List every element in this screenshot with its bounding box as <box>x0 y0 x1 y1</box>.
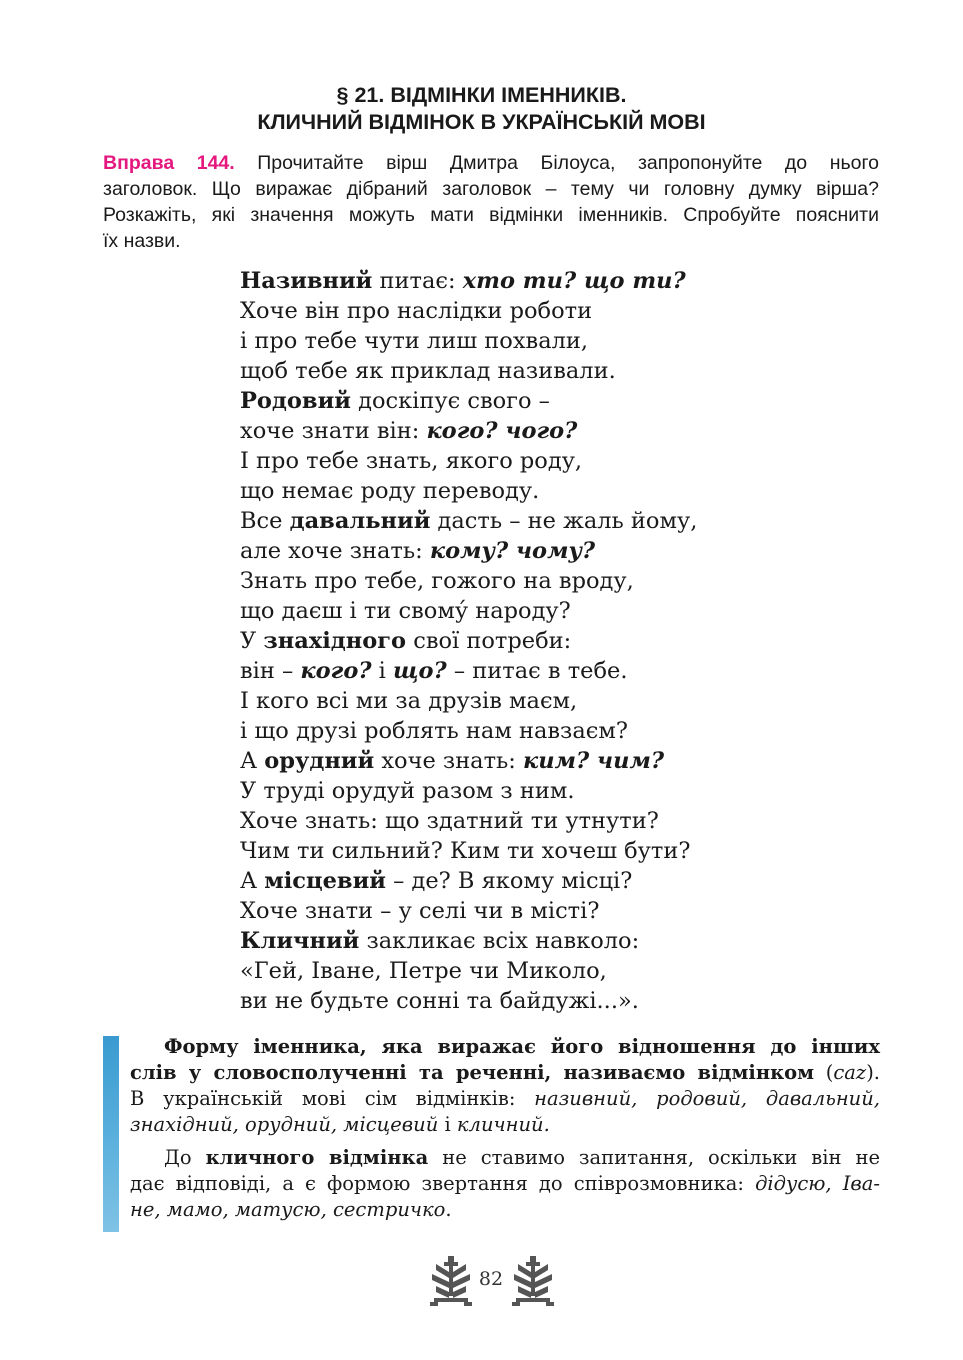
poem-line <box>240 956 697 986</box>
section-heading-line-1: § 21. ВІДМІНКИ ІМЕННИКІВ. <box>336 83 627 107</box>
poem-line <box>240 776 697 806</box>
poem-line <box>240 356 697 386</box>
poem-text-run: орудний <box>264 748 375 774</box>
poem-text-run: кому? чому? <box>429 538 596 564</box>
exercise-line: їх назви. <box>103 230 181 252</box>
poem-line <box>240 326 697 356</box>
poem-text-run: що? <box>393 658 447 684</box>
rule-accent-bar <box>103 1036 119 1232</box>
poem-line <box>240 716 697 746</box>
rule-line <box>130 1034 880 1060</box>
poem-text-run: «Гей, Іване, Петре чи Миколо, <box>240 958 607 984</box>
poem-text-run: А <box>240 748 265 774</box>
poem-line <box>240 446 697 476</box>
rule-text-run: caz <box>833 1061 867 1084</box>
rule-text <box>130 1034 880 1223</box>
poem-line <box>240 806 697 836</box>
poem-text-run: давальний <box>289 508 431 534</box>
poem-line <box>240 296 697 326</box>
poem-text-run: І про тебе знать, якого роду, <box>240 448 583 474</box>
embroidery-ornament-icon <box>510 1254 556 1310</box>
rule-line <box>130 1112 880 1138</box>
poem-text-run: А <box>240 868 265 894</box>
poem-line <box>240 596 697 626</box>
poem-text-run: і про тебе чути лиш похвали, <box>240 328 589 354</box>
poem-line <box>240 866 697 896</box>
poem-text-run: питає: <box>372 268 463 294</box>
poem-text-run: кого? <box>300 658 372 684</box>
poem-line <box>240 506 697 536</box>
rule-text-run: називний, родовий, давальний, <box>534 1087 880 1110</box>
poem-text-run: кого? чого? <box>426 418 578 444</box>
exercise-line <box>103 150 879 176</box>
exercise-line: заголовок. Що виражає дібраний заголовок – тему чи головну думку вірша? <box>103 178 879 200</box>
poem-line <box>240 266 697 296</box>
poem-line <box>240 686 697 716</box>
poem-text-run: ви не будьте сонні та байдужі...». <box>240 988 639 1014</box>
poem-text-run: закликає всіх навколо: <box>359 928 640 954</box>
poem-line <box>240 986 697 1016</box>
rule-text-run: Форму іменника, яка виражає його відношення до інших <box>164 1035 880 1058</box>
poem-text-run: Називний <box>240 268 373 294</box>
section-heading-line-2: КЛИЧНИЙ ВІДМІНОК В УКРАЇНСЬКІЙ МОВІ <box>257 110 706 134</box>
poem-text-run: Кличний <box>240 928 360 954</box>
rule-text-run: дідусю, Іва- <box>755 1172 880 1195</box>
poem-line <box>240 896 697 926</box>
exercise-text: Прочитайте вірш Дмитра Білоуса, запропонуйте до нього <box>257 152 880 174</box>
poem-text-run: знахідного <box>263 628 407 654</box>
poem-text-run: І кого всі ми за друзів маєм, <box>240 688 578 714</box>
poem-text-run: Все <box>240 508 290 534</box>
poem-text-run: хто ти? що ти? <box>462 268 686 294</box>
grammar-rule-box <box>103 1036 880 1232</box>
rule-text-run: ). <box>866 1061 880 1084</box>
poem-line <box>240 746 697 776</box>
rule-text-run: ( <box>814 1061 834 1084</box>
poem-text-run: але хоче знать: <box>240 538 430 564</box>
poem-text-run: У <box>240 628 264 654</box>
rule-paragraph-2 <box>130 1145 880 1223</box>
poem-line <box>240 626 697 656</box>
poem-text-run: і що друзі роблять нам навзаєм? <box>240 718 628 744</box>
poem-text-run: що даєш і ти свому́ народу? <box>240 598 571 624</box>
rule-line <box>130 1171 880 1197</box>
rule-text-run: слів у словосполученні та реченні, називаємо відмінком <box>130 1061 815 1084</box>
poem-text-run: доскіпує свого – <box>350 388 550 414</box>
rule-text-run: не ставимо запитання, оскільки він не <box>428 1146 880 1169</box>
rule-text-run: дає відповіді, а є формою звертання до співрозмовника: <box>130 1172 756 1195</box>
poem-text-run: хоче знать: <box>374 748 524 774</box>
poem-text-run: У труді орудуй разом з ним. <box>240 778 575 804</box>
poem-text-run: дасть – не жаль йому, <box>430 508 698 534</box>
poem-text-run: хоче знати він: <box>240 418 427 444</box>
rule-line <box>130 1086 880 1112</box>
rule-line <box>130 1060 880 1086</box>
rule-text-run: До <box>164 1146 206 1169</box>
rule-text-run: В українській мові сім відмінків: <box>130 1087 535 1110</box>
rule-text-run: кличний. <box>456 1113 550 1136</box>
exercise-task <box>103 150 879 254</box>
poem-line <box>240 476 697 506</box>
poem-text-run: свої потреби: <box>406 628 572 654</box>
rule-paragraph-1 <box>130 1034 880 1138</box>
poem-line <box>240 536 697 566</box>
rule-text-run: знахідний, орудний, місцевий <box>130 1113 439 1136</box>
poem-line <box>240 656 697 686</box>
poem-text-run: – де? В якому місці? <box>385 868 633 894</box>
poem-text-run: Хоче знать: що здатний ти утнути? <box>240 808 659 834</box>
poem-text-run: і <box>371 658 394 684</box>
poem-text-run: місцевий <box>264 868 386 894</box>
rule-text-run: кличного відмінка <box>205 1146 429 1169</box>
poem-text-run: – питає в тебе. <box>446 658 628 684</box>
poem-line <box>240 416 697 446</box>
poem-text-run: щоб тебе як приклад називали. <box>240 358 616 384</box>
exercise-line: Розкажіть, які значення можуть мати відмінки іменників. Спробуйте пояснити <box>103 204 879 226</box>
poem-text-run: Хоче знати – у селі чи в місті? <box>240 898 600 924</box>
poem-line <box>240 566 697 596</box>
poem-text-run: Хоче він про наслідки роботи <box>240 298 593 324</box>
poem-text-run: ким? чим? <box>523 748 665 774</box>
poem-line <box>240 386 697 416</box>
embroidery-ornament-icon <box>428 1254 474 1310</box>
poem-text-run: він – <box>240 658 301 684</box>
poem-line <box>240 836 697 866</box>
page-footer <box>0 1254 963 1310</box>
rule-text-run: не, мамо, матусю, сестричко <box>130 1198 446 1221</box>
rule-line <box>130 1197 880 1223</box>
poem-text-run: що немає роду переводу. <box>240 478 540 504</box>
poem-line <box>240 926 697 956</box>
poem-text-run: Чим ти сильний? Ким ти хочеш бути? <box>240 838 691 864</box>
rule-text-run: і <box>438 1113 457 1136</box>
poem-text-run: Знать про тебе, гожого на вроду, <box>240 568 634 594</box>
poem <box>240 266 697 1016</box>
poem-text-run: Родовий <box>240 388 351 414</box>
page-number: 82 <box>478 1268 504 1290</box>
section-heading <box>0 82 963 136</box>
rule-text-run: . <box>445 1198 452 1221</box>
rule-line <box>130 1145 880 1171</box>
exercise-label: Вправа 144. <box>103 152 235 174</box>
